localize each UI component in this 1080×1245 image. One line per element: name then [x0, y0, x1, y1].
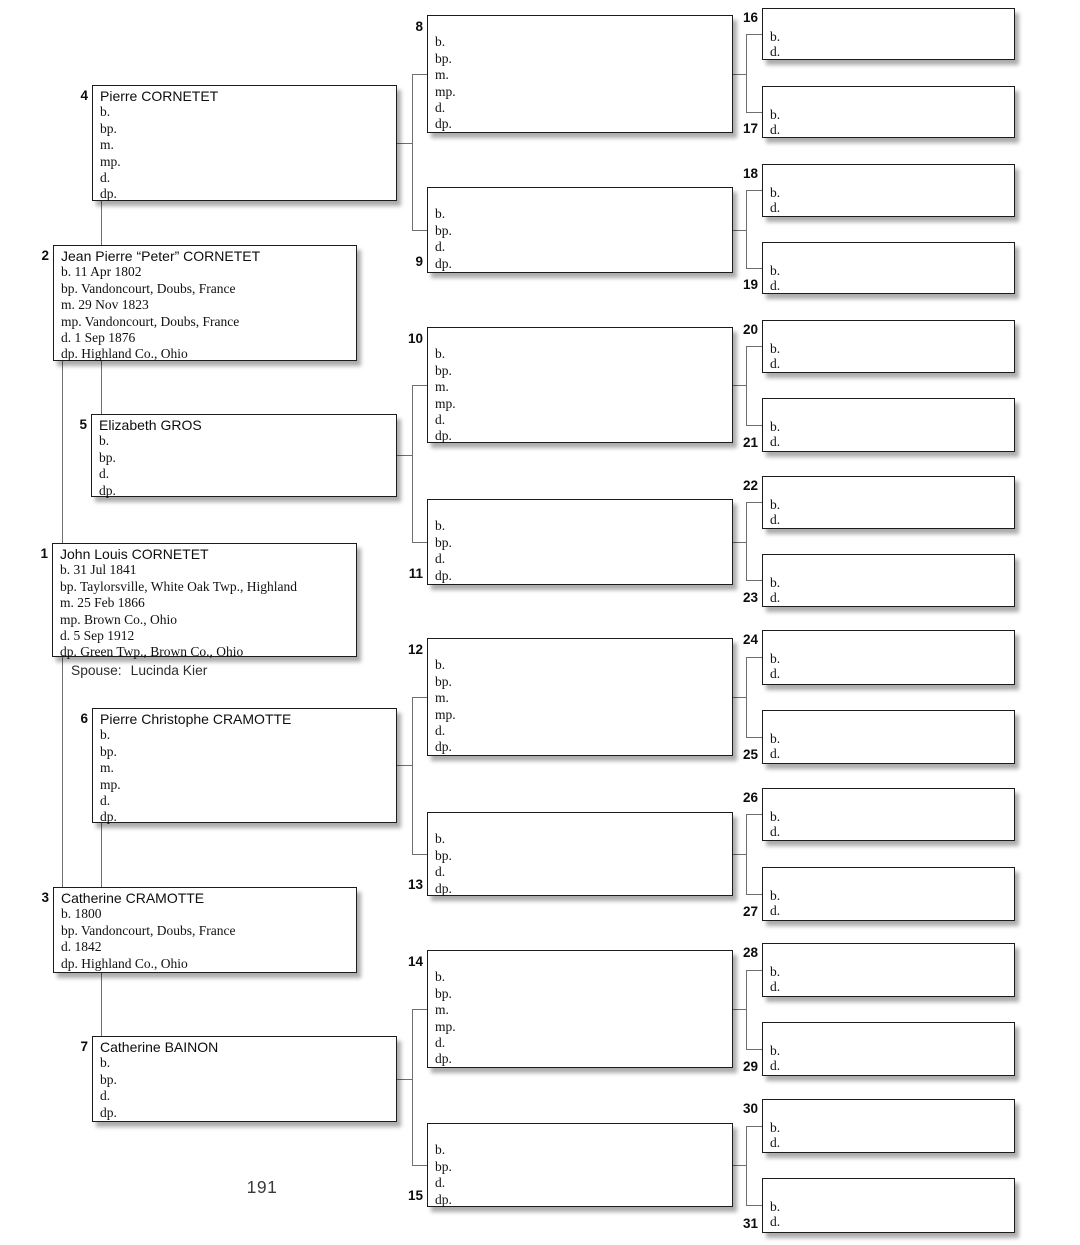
person-box-11 [427, 499, 733, 585]
person-detail-line: b. [100, 1055, 111, 1071]
person-detail-line: b. [770, 1120, 781, 1136]
connector-line [746, 657, 747, 737]
person-detail-line: dp. [100, 809, 117, 825]
connector-line [412, 854, 427, 855]
person-detail-line: bp. [435, 673, 452, 689]
person-box-26 [762, 788, 1015, 841]
connector-line [733, 230, 746, 231]
person-number: 16 [742, 10, 758, 25]
person-name [435, 641, 728, 657]
person-detail-line: dp. [435, 255, 452, 271]
person-detail-line: d. [770, 979, 781, 995]
person-detail-line: dp. [435, 1191, 452, 1207]
connector-line [733, 385, 746, 386]
connector-line [746, 112, 762, 113]
connector-line [746, 814, 747, 894]
person-detail-line: dp. [435, 116, 452, 132]
person-name [770, 92, 1010, 107]
person-box-22 [762, 476, 1015, 529]
spouse-label: Spouse: [71, 663, 122, 678]
person-detail-line: mp. Brown Co., Ohio [60, 611, 178, 627]
person-detail-line: d. [770, 434, 781, 450]
person-name [770, 248, 1010, 263]
person-detail-line: bp. [435, 50, 452, 66]
person-name [435, 953, 728, 969]
person-number: 24 [742, 632, 758, 647]
person-name [435, 330, 728, 346]
connector-line [746, 580, 762, 581]
person-number: 1 [40, 546, 48, 561]
person-name [435, 502, 728, 518]
connector-line [412, 385, 413, 542]
person-detail-line: bp. [435, 222, 452, 238]
person-detail-line: d. [770, 666, 781, 682]
person-number: 11 [408, 566, 423, 581]
connector-line [101, 973, 102, 1036]
person-name [770, 636, 1010, 651]
person-box-13 [427, 812, 733, 896]
person-detail-line: b. [770, 29, 781, 45]
person-name [770, 560, 1010, 575]
person-number: 31 [742, 1216, 758, 1231]
connector-line [412, 697, 427, 698]
person-box-2 [53, 245, 357, 361]
person-detail-line: d. [435, 412, 446, 428]
person-number: 28 [742, 945, 758, 960]
connector-line [746, 425, 762, 426]
person-detail-line: bp. Vandoncourt, Doubs, France [61, 280, 236, 296]
connector-line [733, 1009, 746, 1010]
connector-line [746, 894, 762, 895]
person-detail-line: dp. [100, 186, 117, 202]
person-name: Catherine BAINON [100, 1039, 219, 1055]
connector-line [412, 1165, 427, 1166]
person-detail-line: b. [770, 964, 781, 980]
person-name [435, 190, 728, 206]
person-detail-line: d. [435, 1035, 446, 1051]
connector-line [397, 1079, 412, 1080]
person-detail-line: dp. [435, 428, 452, 444]
person-detail-line: dp. Green Twp., Brown Co., Ohio [60, 644, 244, 660]
person-box-7 [92, 1036, 397, 1122]
person-number: 21 [742, 435, 758, 450]
connector-line [733, 854, 746, 855]
person-number: 12 [407, 642, 423, 657]
person-name: Jean Pierre “Peter” CORNETET [61, 248, 261, 264]
person-detail-line: b. [770, 809, 781, 825]
person-detail-line: bp. Taylorsville, White Oak Twp., Highland [60, 578, 297, 594]
person-box-14 [427, 950, 733, 1068]
connector-line [397, 455, 412, 456]
person-number: 5 [79, 417, 87, 432]
person-detail-line: b. [100, 104, 111, 120]
person-detail-line: b. [435, 969, 446, 985]
connector-line [733, 1165, 746, 1166]
person-box-18 [762, 164, 1015, 217]
connector-line [746, 657, 762, 658]
person-detail-line: dp. Highland Co., Ohio [61, 955, 188, 971]
person-detail-line: m. [435, 690, 449, 706]
person-name: Catherine CRAMOTTE [61, 890, 205, 906]
person-number: 23 [742, 590, 758, 605]
person-number: 2 [41, 248, 49, 263]
person-name [435, 815, 728, 831]
person-number: 10 [407, 331, 423, 346]
person-box-30 [762, 1099, 1015, 1153]
person-detail-line: dp. [435, 1051, 452, 1067]
connector-line [412, 74, 413, 230]
person-box-25 [762, 710, 1015, 764]
person-box-27 [762, 867, 1015, 921]
person-detail-line: d. [435, 551, 446, 567]
connector-line [746, 737, 762, 738]
person-detail-line: d. [770, 903, 781, 919]
person-detail-line: b. [100, 727, 111, 743]
connector-line [62, 361, 63, 543]
person-detail-line: bp. [100, 1071, 117, 1087]
connector-line [412, 542, 427, 543]
person-box-20 [762, 320, 1015, 373]
person-detail-line: b. [99, 433, 110, 449]
person-name [770, 1028, 1010, 1043]
person-box-17 [762, 86, 1015, 138]
person-detail-line: b. [770, 1199, 781, 1215]
connector-line [746, 1126, 762, 1127]
person-number: 17 [742, 121, 758, 136]
person-detail-line: b. [435, 206, 446, 222]
person-box-29 [762, 1022, 1015, 1076]
connector-line [62, 657, 63, 887]
connector-line [746, 34, 762, 35]
person-detail-line: b. 31 Jul 1841 [60, 562, 137, 578]
person-detail-line: m. [100, 137, 114, 153]
connector-line [101, 201, 102, 245]
person-number: 4 [80, 88, 88, 103]
person-name: Elizabeth GROS [99, 417, 202, 433]
person-detail-line: d. [770, 1214, 781, 1230]
person-detail-line: d. [100, 793, 111, 809]
person-detail-line: dp. Highland Co., Ohio [61, 346, 188, 362]
page-number: 191 [246, 1177, 278, 1197]
person-detail-line: b. [770, 419, 781, 435]
person-name [770, 482, 1010, 497]
person-name [435, 1126, 728, 1142]
person-number: 13 [407, 877, 423, 892]
person-detail-line: mp. [435, 706, 456, 722]
connector-line [412, 697, 413, 854]
person-name [435, 18, 728, 34]
person-detail-line: b. [770, 341, 781, 357]
person-name [770, 949, 1010, 964]
person-number: 22 [742, 478, 758, 493]
connector-line [412, 230, 427, 231]
person-detail-line: bp. [435, 985, 452, 1001]
person-detail-line: b. [435, 518, 446, 534]
person-detail-line: m. [100, 760, 114, 776]
person-detail-line: d. [770, 824, 781, 840]
person-name [770, 716, 1010, 731]
connector-line [746, 346, 747, 425]
person-number: 29 [742, 1059, 758, 1074]
person-detail-line: bp. [435, 534, 452, 550]
person-detail-line: b. [435, 657, 446, 673]
person-detail-line: dp. [435, 567, 452, 583]
connector-line [101, 823, 102, 887]
person-box-10 [427, 327, 733, 443]
person-detail-line: bp. [435, 847, 452, 863]
connector-line [746, 346, 762, 347]
connector-line [746, 190, 762, 191]
person-name [770, 1105, 1010, 1120]
person-detail-line: dp. [435, 880, 452, 896]
person-box-21 [762, 398, 1015, 452]
person-number: 9 [415, 254, 423, 269]
person-detail-line: d. [99, 466, 110, 482]
connector-line [733, 74, 746, 75]
connector-line [746, 814, 762, 815]
person-detail-line: bp. [435, 362, 452, 378]
person-detail-line: b. [435, 346, 446, 362]
person-number: 15 [407, 1188, 423, 1203]
person-detail-line: d. [435, 239, 446, 255]
person-detail-line: b. [435, 831, 446, 847]
person-number: 20 [742, 322, 758, 337]
person-detail-line: m. [435, 1002, 449, 1018]
connector-line [746, 1205, 762, 1206]
person-box-12 [427, 638, 733, 756]
connector-line [746, 970, 747, 1049]
person-box-15 [427, 1123, 733, 1207]
person-detail-line: m. 25 Feb 1866 [60, 595, 145, 611]
person-detail-line: m. [435, 67, 449, 83]
connector-line [412, 1009, 427, 1010]
person-detail-line: d. [100, 1088, 111, 1104]
person-detail-line: mp. [100, 776, 121, 792]
person-box-3 [53, 887, 357, 973]
person-number: 6 [80, 711, 88, 726]
person-detail-line: b. [770, 107, 781, 123]
person-detail-line: b. [770, 497, 781, 513]
person-detail-line: d. [100, 170, 111, 186]
person-detail-line: b. 11 Apr 1802 [61, 264, 142, 280]
connector-line [733, 697, 746, 698]
person-name: John Louis CORNETET [60, 546, 209, 562]
person-detail-line: m. 29 Nov 1823 [61, 297, 149, 313]
person-detail-line: b. 1800 [61, 906, 102, 922]
person-detail-line: d. [770, 356, 781, 372]
person-box-28 [762, 943, 1015, 997]
person-detail-line: d. [770, 512, 781, 528]
connector-line [733, 542, 746, 543]
person-detail-line: b. [770, 1043, 781, 1059]
person-name [770, 14, 1010, 29]
person-detail-line: d. [435, 864, 446, 880]
person-detail-line: d. [770, 200, 781, 216]
person-box-5 [91, 414, 397, 497]
person-number: 27 [742, 904, 758, 919]
person-detail-line: d. 1 Sep 1876 [61, 330, 136, 346]
person-detail-line: mp. [435, 1018, 456, 1034]
person-detail-line: d. 1842 [61, 939, 102, 955]
person-detail-line: dp. [435, 739, 452, 755]
person-detail-line: d. [770, 1135, 781, 1151]
person-name [770, 326, 1010, 341]
person-detail-line: d. [435, 100, 446, 116]
person-detail-line: d. [770, 746, 781, 762]
person-detail-line: b. [435, 34, 446, 50]
person-detail-line: d. [770, 122, 781, 138]
connector-line [746, 34, 747, 112]
person-detail-line: b. [770, 185, 781, 201]
person-name: Pierre CORNETET [100, 88, 219, 104]
person-number: 19 [742, 277, 758, 292]
spouse-note [71, 663, 207, 678]
connector-line [746, 1049, 762, 1050]
person-detail-line: bp. [435, 1158, 452, 1174]
person-detail-line: mp. Vandoncourt, Doubs, France [61, 313, 240, 329]
person-box-23 [762, 554, 1015, 607]
person-name [770, 170, 1010, 185]
person-detail-line: bp. [99, 449, 116, 465]
person-number: 25 [742, 747, 758, 762]
person-box-6 [92, 708, 397, 823]
connector-line [412, 74, 427, 75]
connector-line [397, 765, 412, 766]
person-detail-line: d. 5 Sep 1912 [60, 628, 135, 644]
connector-line [746, 1126, 747, 1205]
person-name [770, 1184, 1010, 1199]
person-number: 26 [742, 790, 758, 805]
person-detail-line: dp. [100, 1104, 117, 1120]
person-detail-line: bp. [100, 120, 117, 136]
person-name [770, 404, 1010, 419]
person-box-16 [762, 8, 1015, 60]
person-box-19 [762, 242, 1015, 294]
person-name: Pierre Christophe CRAMOTTE [100, 711, 292, 727]
person-name [770, 873, 1010, 888]
connector-line [746, 502, 747, 580]
person-number: 8 [415, 19, 423, 34]
person-box-8 [427, 15, 733, 133]
person-detail-line: b. [770, 731, 781, 747]
person-detail-line: b. [770, 888, 781, 904]
person-number: 3 [41, 890, 49, 905]
person-box-9 [427, 187, 733, 273]
person-name [770, 794, 1010, 809]
person-box-1 [52, 543, 357, 660]
person-detail-line: b. [770, 263, 781, 279]
person-detail-line: bp. [100, 743, 117, 759]
connector-line [746, 268, 762, 269]
person-detail-line: dp. [99, 482, 116, 498]
person-detail-line: d. [770, 44, 781, 60]
person-detail-line: b. [770, 575, 781, 591]
person-detail-line: b. [770, 651, 781, 667]
person-box-31 [762, 1178, 1015, 1233]
person-detail-line: m. [435, 379, 449, 395]
person-detail-line: d. [770, 278, 781, 294]
person-number: 14 [407, 954, 423, 969]
connector-line [412, 1009, 413, 1165]
person-detail-line: mp. [435, 83, 456, 99]
connector-line [746, 502, 762, 503]
person-detail-line: d. [770, 1058, 781, 1074]
connector-line [412, 385, 427, 386]
person-number: 7 [80, 1039, 88, 1054]
person-detail-line: d. [435, 1175, 446, 1191]
person-number: 18 [742, 166, 758, 181]
person-detail-line: b. [435, 1142, 446, 1158]
person-detail-line: bp. Vandoncourt, Doubs, France [61, 922, 236, 938]
person-detail-line: d. [435, 723, 446, 739]
spouse-name: Lucinda Kier [130, 663, 208, 678]
person-detail-line: mp. [435, 395, 456, 411]
connector-line [397, 143, 412, 144]
connector-line [746, 970, 762, 971]
person-number: 30 [742, 1101, 758, 1116]
connector-line [746, 190, 747, 268]
person-detail-line: mp. [100, 153, 121, 169]
connector-line [101, 361, 102, 414]
person-box-24 [762, 630, 1015, 685]
person-detail-line: d. [770, 590, 781, 606]
person-box-4 [92, 85, 397, 201]
